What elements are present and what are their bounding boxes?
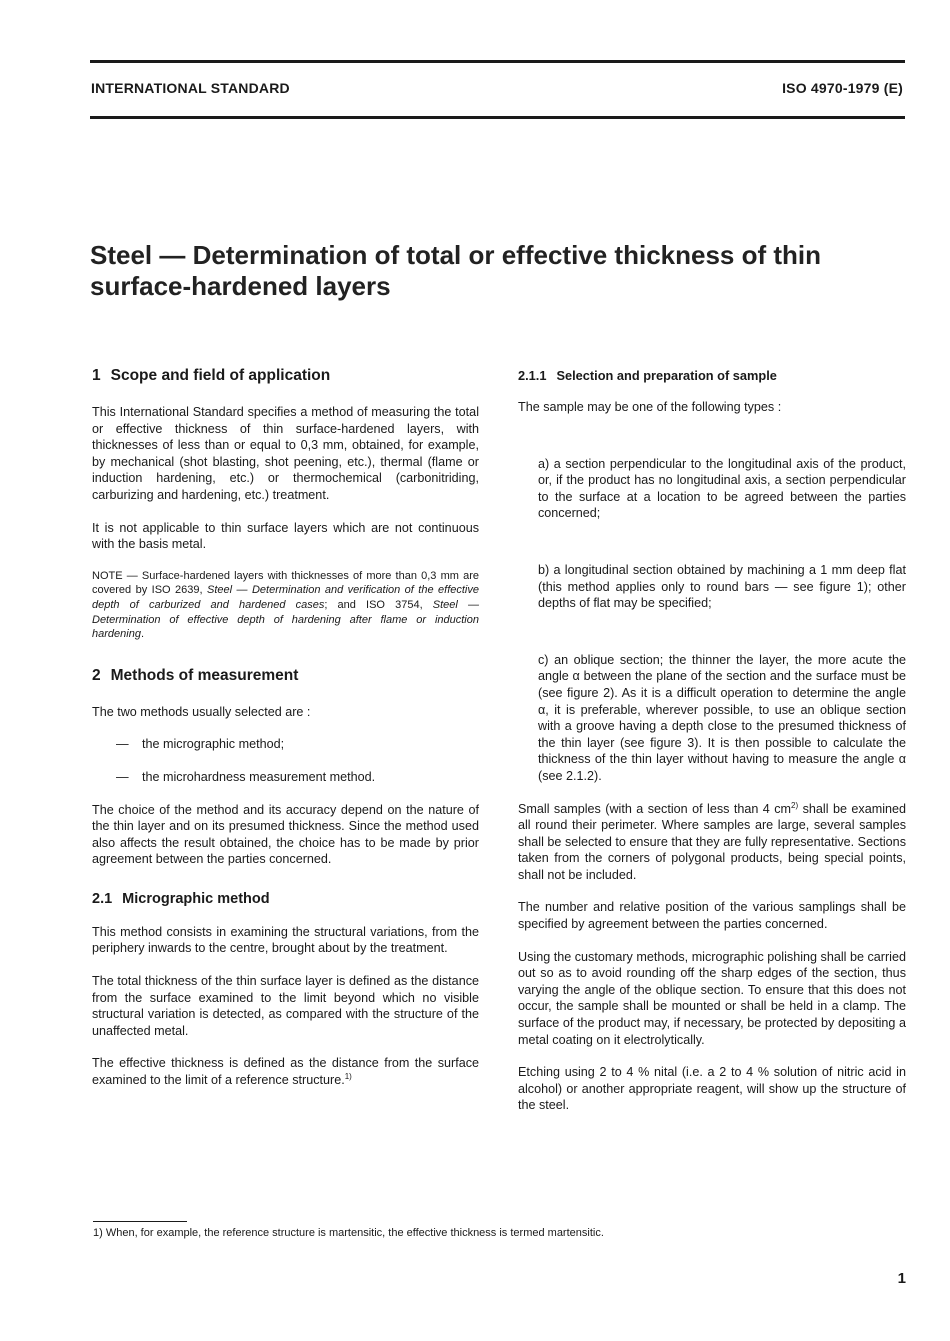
method-list-item (92, 736, 479, 753)
standard-number-label: ISO 4970-1979 (E) (782, 80, 903, 96)
method-list-item-text: the microhardness measurement method. (142, 769, 376, 784)
section-2-1-number: 2.1 (92, 890, 113, 907)
section-1-heading (92, 366, 479, 386)
section-2-1-1-intro: The sample may be one of the following types : (518, 400, 782, 414)
section-2-1-1-paragraph-4: Etching using 2 to 4 % nital (i.e. a 2 to 4 % solution of nitric acid in alcohol) or another appropriate reagent, will show up the structure of the steel. (518, 1065, 906, 1113)
page-number: 1 (897, 1270, 906, 1287)
small-samples-text-b: shall be examined all round their perimeter. Where samples are large, several samples shall be selected to ensure that they are fully representative. Sections taken from the corners of polygonal products, being special points, shall not be included. (518, 801, 907, 882)
note-ref-iso3754: Steel — Determination of effective depth of hardening after flame or induction hardening (92, 598, 479, 641)
note-ref-iso2639: Steel — Determination and verification of the effective depth of carburized and hardened cases (92, 584, 479, 611)
footnote-separator (93, 1221, 187, 1222)
section-2-1-paragraph-3 (92, 1055, 479, 1088)
header-top-rule (90, 60, 905, 63)
document-title: Steel — Determination of total or effective thickness of thin surface-hardened layers (90, 240, 822, 301)
section-2-1-1-paragraph-3: Using the customary methods, micrographic polishing shall be carried out so as to avoid rounding off the sharp edges of the section, thus varying the angle of the oblique section. To ensure that this does not occur, the sample shall be mounted or shall be held in a clamp. The surface of the product may, if necessary, be protected by depositing a metal coating on it electrolytically. (518, 949, 906, 1047)
section-2-number: 2 (92, 666, 101, 684)
document-type-label: INTERNATIONAL STANDARD (91, 80, 290, 96)
section-1-number: 1 (92, 367, 101, 384)
section-2-1-paragraph-3-text: The effective thickness is defined as the distance from the surface examined to the limit of a reference structure. (92, 1056, 479, 1088)
section-2-1-heading (92, 890, 479, 908)
left-column (92, 366, 479, 1105)
section-2-1-1-heading (518, 368, 906, 384)
header-bottom-rule (90, 116, 905, 119)
note-text-c: ; and ISO 3754, (324, 598, 433, 611)
small-samples-text-a: Small samples (with a section of less than 4 cm (518, 801, 792, 816)
section-2-title: Methods of measurement (110, 666, 299, 684)
method-list-item-text: the micrographic method; (142, 737, 285, 752)
note-text-e: . (140, 628, 144, 641)
section-2-1-paragraph-2: The total thickness of the thin surface layer is defined as the distance from the surface examined to the limit beyond which no visible structural variation is detected, as compared with the structure of the unaffected metal. (92, 974, 479, 1038)
squared-superscript: 2) (791, 800, 799, 810)
dash-marker: — (116, 737, 129, 752)
section-1-note (92, 569, 479, 642)
section-2-1-1-paragraph-1 (518, 801, 906, 884)
footnote-1: 1) When, for example, the reference structure is martensitic, the effective thickness is termed martensitic. (93, 1227, 604, 1239)
section-2-heading (92, 666, 479, 686)
section-2-1-1-title: Selection and preparation of sample (556, 368, 777, 383)
section-1-paragraph-2: It is not applicable to thin surface layers which are not continuous with the basis metal. (92, 520, 479, 552)
dash-marker: — (116, 769, 129, 784)
footnote-reference: 1) (344, 1071, 352, 1081)
section-2-intro: The two methods usually selected are : (92, 704, 311, 719)
section-2-1-1-paragraph-2: The number and relative position of the various samplings shall be specified by agreement between the parties concerned. (518, 900, 906, 932)
right-column (518, 366, 906, 1130)
sample-type-a: a) a section perpendicular to the longitudinal axis of the product, or, if the product has no longitudinal axis, a section perpendicular to the surface at a location to be agreed between the parties concerned; (538, 456, 906, 521)
section-1-paragraph-1: This International Standard specifies a method of measuring the total or effective thickness of thin surface-hardened layers, with thicknesses of less than or equal to 0,3 mm, obtained, for example, by mechanical (shot blasting, shot peening, etc.), thermal (flame or induction hardening, etc.) or thermochemical (carbonitriding, carburizing and hardening, etc.) treatment. (92, 405, 479, 502)
sample-type-c: c) an oblique section; the thinner the layer, the more acute the angle α between the plane of the section and the surface must be (see figure 2). As it is a difficult operation to determine the angle α, it is preferable, wherever possible, to use an oblique section with a groove having a depth close to the presumed thickness of the thin layer (see figure 3). It is then possible to calculate the thickness of the thin layer without having to measure the angle α (see 2.1.2). (538, 652, 906, 783)
method-list-item (92, 769, 479, 786)
section-2-1-title: Micrographic method (122, 890, 270, 907)
note-text-a: NOTE — Surface-hardened layers with thicknesses of more than 0,3 mm are covered by ISO 2639, (92, 569, 479, 597)
sample-type-b: b) a longitudinal section obtained by machining a 1 mm deep flat (this method applies only to round bars — see figure 1); other depths of flat may be specified; (538, 562, 906, 611)
section-1-title: Scope and field of application (110, 367, 331, 384)
section-2-1-paragraph-1: This method consists in examining the structural variations, from the periphery inwards to the centre, brought about by the treatment. (92, 924, 479, 956)
section-2-1-1-number: 2.1.1 (518, 368, 547, 383)
section-2-paragraph-1: The choice of the method and its accuracy depend on the nature of the thin layer and on its presumed thickness. Since the method used also affects the result obtained, the choice has to be made by prior agreement between the parties concerned. (92, 802, 479, 867)
